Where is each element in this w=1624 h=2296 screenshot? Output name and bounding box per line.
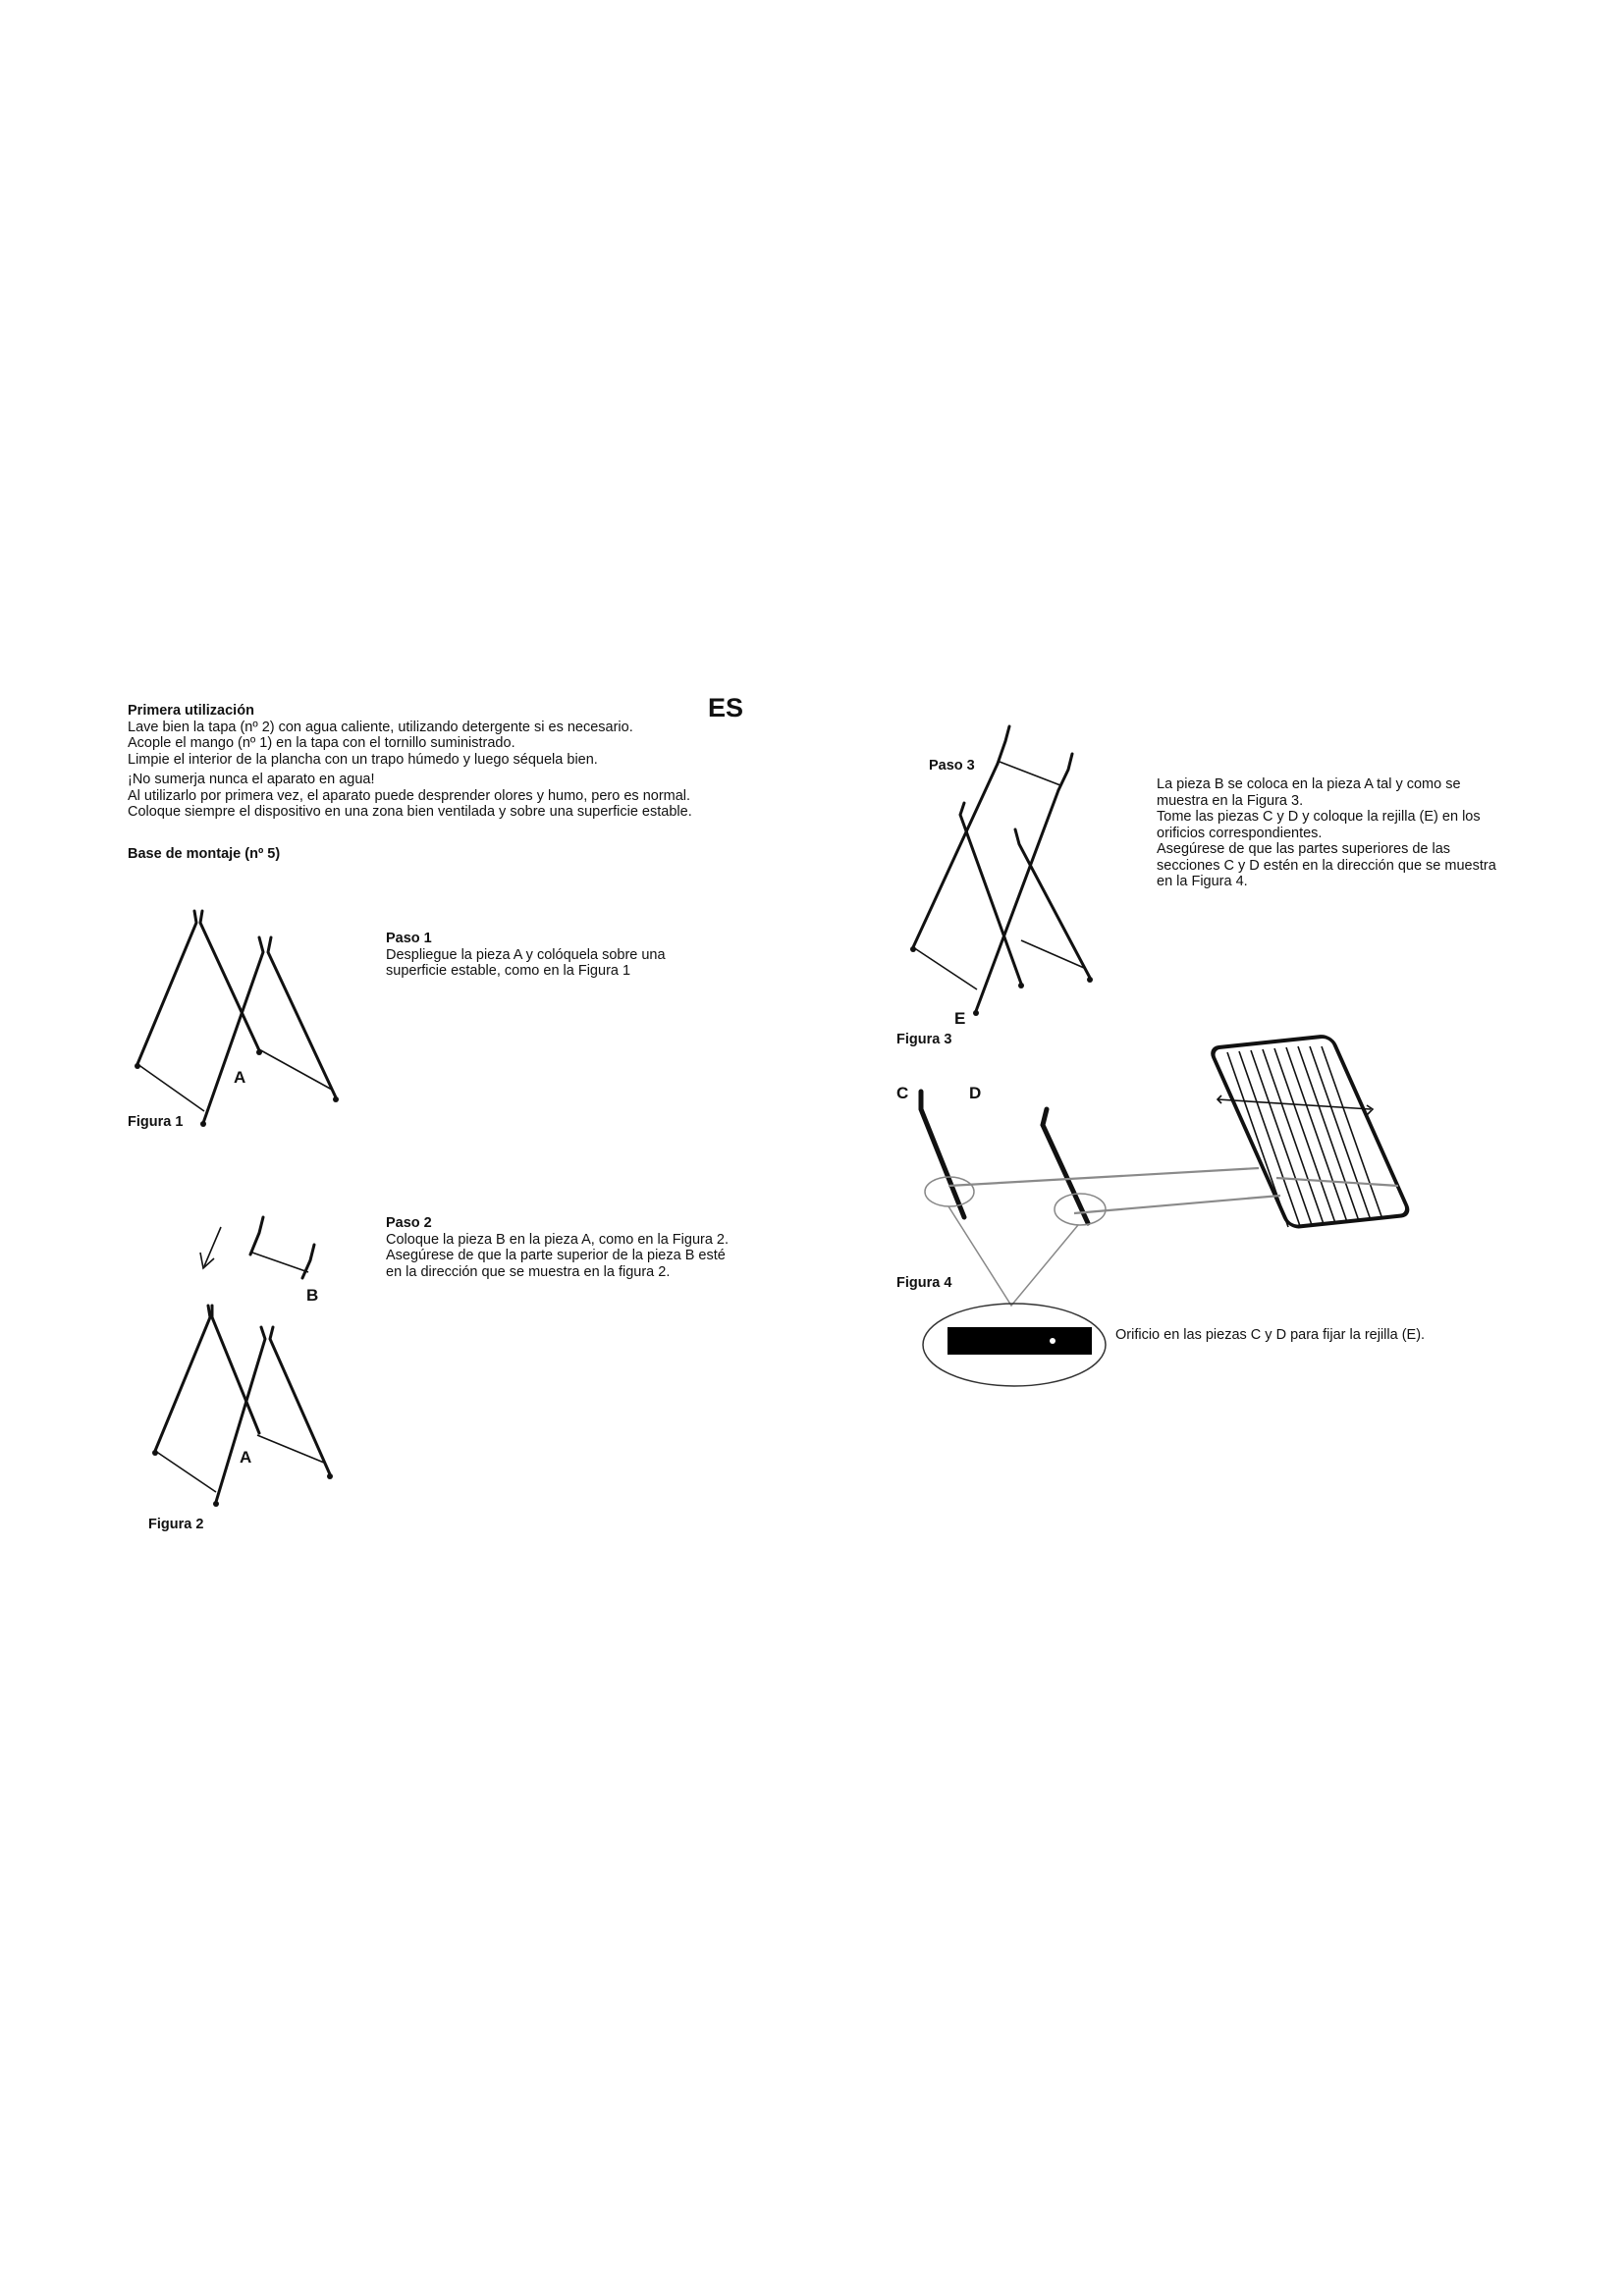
first-use-title: Primera utilización (128, 703, 254, 719)
step1-line: superficie estable, como en la Figura 1 (386, 963, 631, 979)
figure4-label-d: D (969, 1084, 982, 1102)
step3-line: La pieza B se coloca en la pieza A tal y como se (1157, 776, 1461, 792)
hole-note: Orificio en las piezas C y D para fijar la rejilla (E). (1115, 1327, 1426, 1343)
first-use-line: Lave bien la tapa (nº 2) con agua caliente, utilizando detergente si es necesario. (128, 719, 633, 735)
step3-line: secciones C y D estén en la dirección que se muestra (1157, 857, 1496, 874)
figure3-caption: Figura 3 (896, 1032, 952, 1047)
warning-line: Al utilizarlo por primera vez, el aparato puede desprender olores y humo, pero es normal. (128, 787, 691, 804)
figure4-caption: Figura 4 (896, 1275, 952, 1291)
assembly-title: Base de montaje (nº 5) (128, 846, 281, 862)
first-use-line: Acople el mango (nº 1) en la tapa con el tornillo suministrado. (128, 735, 515, 751)
warning-line: Coloque siempre el dispositivo en una zona bien ventilada y sobre una superficie estable. (128, 804, 692, 820)
figure2-caption: Figura 2 (148, 1517, 204, 1532)
figure2-label-b: B (306, 1286, 319, 1305)
language-code: ES (708, 693, 744, 722)
warning-line: ¡No sumerja nunca el aparato en agua! (128, 772, 375, 787)
step3-line: orificios correspondientes. (1157, 825, 1323, 841)
step3-line: en la Figura 4. (1157, 874, 1248, 889)
step3-line: muestra en la Figura 3. (1157, 792, 1304, 809)
step2-line: en la dirección que se muestra en la figura 2. (386, 1263, 671, 1280)
step2-line: Coloque la pieza B en la pieza A, como en la Figura 2. (386, 1231, 730, 1248)
figure2-label-a: A (240, 1448, 252, 1467)
step2-title: Paso 2 (386, 1215, 432, 1231)
step1-title: Paso 1 (386, 931, 432, 946)
step3-line: Asegúrese de que las partes superiores de las (1157, 841, 1451, 857)
step1-line: Despliegue la pieza A y colóquela sobre una (386, 946, 666, 963)
step3-line: Tome las piezas C y D y coloque la rejilla (E) en los (1157, 809, 1481, 825)
figure4-label-c: C (896, 1084, 909, 1102)
figure1-label-a: A (234, 1068, 246, 1087)
step2-line: Asegúrese de que la parte superior de la pieza B esté (386, 1248, 726, 1263)
step3-title: Paso 3 (929, 758, 975, 774)
figure1-caption: Figura 1 (128, 1114, 184, 1130)
first-use-line: Limpie el interior de la plancha con un trapo húmedo y luego séquela bien. (128, 751, 598, 768)
figure3-label-e: E (954, 1009, 966, 1028)
